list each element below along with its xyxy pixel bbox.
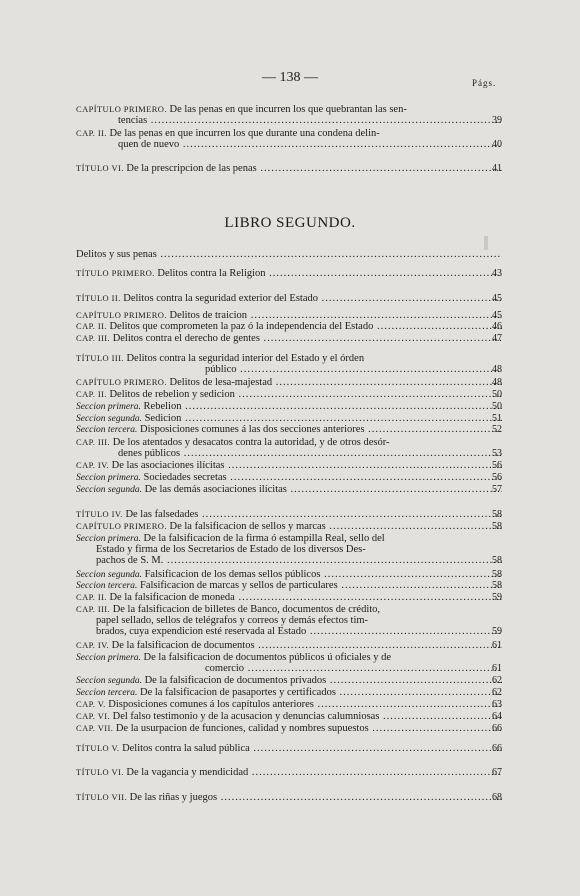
- toc-entry-label: CAP. II.: [76, 321, 107, 331]
- toc-entry-title: Delitos contra la seguridad interior del Estado y el órden: [126, 353, 365, 364]
- toc-page-number: 56: [492, 460, 502, 471]
- toc-entry-label: Seccion primera.: [76, 402, 141, 412]
- toc-entry-label: CAP. II.: [76, 592, 107, 602]
- toc-entry: [76, 472, 502, 484]
- toc-page-number: 48: [492, 364, 502, 375]
- toc-entry-label: CAPÍTULO PRIMERO.: [76, 377, 167, 387]
- toc-page-number: 52: [492, 424, 502, 435]
- toc-entry: [76, 128, 502, 139]
- toc-entry-title: Delitos contra la seguridad exterior del Estado: [123, 293, 319, 304]
- toc-entry-label: Seccion tercera.: [76, 425, 138, 435]
- toc-page-number: 58: [492, 521, 502, 532]
- toc-entry-title: De la falsificacion de sellos y marcas: [169, 521, 326, 532]
- toc-page-number: 57: [492, 484, 502, 495]
- toc-page-number: 62: [492, 675, 502, 686]
- toc-entry-title: De la prescripcion de las penas: [126, 163, 257, 174]
- toc-entry-label: CAP. III.: [76, 437, 111, 447]
- toc-entry-label: CAP. III.: [76, 604, 111, 614]
- toc-entry: [76, 675, 502, 687]
- toc-entry-continuation: [96, 626, 502, 637]
- toc-entry-label: Seccion tercera.: [76, 688, 138, 698]
- toc-entry-title: Falsificacion de los demas sellos públicos: [144, 569, 321, 580]
- toc-entry: [76, 484, 502, 496]
- toc-entry-title: Rebelion: [143, 401, 182, 412]
- toc-page-number: 46: [492, 321, 502, 332]
- toc-entry-label: Seccion primera.: [76, 534, 141, 544]
- toc-entry-title: Sociedades secretas: [143, 472, 227, 483]
- toc-entry-continuation: [205, 663, 502, 674]
- toc-entry: [76, 333, 502, 344]
- toc-entry: [76, 104, 502, 115]
- pages-column-label: Págs.: [472, 78, 497, 88]
- toc-entry: [76, 767, 502, 778]
- toc-entry-title: Disposiciones comunes á las dos secciones anteriores: [140, 424, 365, 435]
- toc-entry-label: CAP. VII.: [76, 723, 114, 733]
- toc-entry-label: Seccion segunda.: [76, 676, 142, 686]
- toc-page-number: 58: [492, 509, 502, 520]
- toc-entry-label: CAP. VI.: [76, 711, 110, 721]
- toc-entry-label: CAPÍTULO PRIMERO.: [76, 521, 167, 531]
- toc-entry-label: CAP. III.: [76, 333, 111, 343]
- toc-page-number: 58: [492, 555, 502, 566]
- toc-page-number: 66: [492, 723, 502, 734]
- toc-entry: [76, 723, 502, 734]
- toc-entry-label: CAP. II.: [76, 389, 107, 399]
- toc-entry-title: De la falsificacion de documentos públicos ú oficiales y de: [143, 652, 392, 663]
- toc-page-number: 39: [492, 115, 502, 126]
- toc-entry-title: De las riñas y juegos: [129, 792, 218, 803]
- toc-entry-title: Delitos de lesa-majestad: [169, 377, 273, 388]
- toc-entry: [76, 580, 502, 592]
- toc-entry-title: De las penas en que incurren los que durante una condena delin-: [109, 128, 380, 139]
- toc-entry: [76, 509, 502, 520]
- toc-entry-title: De la falsificacion de billetes de Banco, documentos de crédito,: [112, 604, 381, 615]
- toc-entry-title: Falsificacion de marcas y sellos de particulares: [140, 580, 338, 591]
- toc-entry-label: TÍTULO IV.: [76, 509, 123, 519]
- toc-page-number: 59: [492, 592, 502, 603]
- toc-entry-label: CAP. V.: [76, 699, 106, 709]
- toc-entry: [76, 592, 502, 603]
- toc-entry: [76, 163, 502, 174]
- toc-page-number: 61: [492, 640, 502, 651]
- toc-entry: [76, 640, 502, 651]
- toc-page-number: 50: [492, 401, 502, 412]
- toc-entry-continuation: [96, 544, 502, 555]
- page-number: — 138 —: [262, 70, 318, 85]
- toc-entry-title: De la falsificacion de moneda: [109, 592, 235, 603]
- toc-entry: [76, 460, 502, 471]
- toc-entry-title: Delitos contra el derecho de gentes: [112, 333, 260, 344]
- toc-entry-title: De la falsificacion de la firma ó estampilla Real, sello del: [143, 533, 385, 544]
- toc-entry-title: De la falsificacion de documentos: [111, 640, 255, 651]
- toc-page-number: 67: [492, 767, 502, 778]
- toc-entry-title: De las asociaciones ilícitas: [111, 460, 225, 471]
- toc-entry: [76, 792, 502, 803]
- toc-entry: [76, 377, 502, 388]
- toc-page-number: 40: [492, 139, 502, 150]
- toc-entry: [76, 437, 502, 448]
- toc-page-number: 68: [492, 792, 502, 803]
- toc-page-number: 56: [492, 472, 502, 483]
- toc-entry-title: papel sellado, sellos de telégrafos y correos y demás efectos tim-: [96, 615, 369, 626]
- toc-entry-title: público: [205, 364, 237, 375]
- toc-entry-title: De la usurpacion de funciones, calidad y nombres supuestos: [115, 723, 369, 734]
- toc-page-number: 62: [492, 687, 502, 698]
- toc-entry-continuation: [118, 448, 502, 459]
- toc-entry-title: De las penas en que incurren los que quebrantan las sen-: [169, 104, 407, 115]
- toc-page-number: 58: [492, 569, 502, 580]
- toc-entry-title: denes públicos: [118, 448, 181, 459]
- toc-entry: [76, 521, 502, 532]
- toc-entry-title: Delitos que comprometen la paz ó la independencia del Estado: [109, 321, 374, 332]
- toc-page-number: 51: [492, 413, 502, 424]
- toc-entry: [76, 687, 502, 699]
- toc-entry-title: Delitos y sus penas: [76, 249, 157, 260]
- toc-page-number: 64: [492, 711, 502, 722]
- toc-entry-title: brados, cuya expendicion esté reservada al Estado: [96, 626, 307, 637]
- toc-entry-label: TÍTULO II.: [76, 293, 121, 303]
- toc-entry-label: TÍTULO VII.: [76, 792, 127, 802]
- toc-entry-label: Seccion segunda.: [76, 570, 142, 580]
- toc-entry-title: Sedicion: [144, 413, 182, 424]
- toc-entry: [76, 353, 502, 364]
- toc-entry-title: Delitos contra la Religion: [157, 268, 266, 279]
- toc-entry-title: Delitos de rebelion y sedicion: [109, 389, 235, 400]
- toc-entry-title: comercio: [205, 663, 245, 674]
- toc-page-number: 53: [492, 448, 502, 459]
- toc-entry: [76, 424, 502, 436]
- toc-entry-label: CAP. IV.: [76, 460, 110, 470]
- margin-mark: [484, 236, 488, 250]
- book-heading: LIBRO SEGUNDO.: [224, 215, 356, 231]
- toc-entry-label: CAP. IV.: [76, 640, 110, 650]
- toc-entry-label: Seccion segunda.: [76, 414, 142, 424]
- toc-entry-continuation: [205, 364, 502, 375]
- toc-entry-continuation: [118, 139, 502, 150]
- toc-entry-label: Seccion primera.: [76, 653, 141, 663]
- toc-page-number: 48: [492, 377, 502, 388]
- toc-entry: [76, 604, 502, 615]
- toc-entry: [76, 389, 502, 400]
- toc-entry-title: De las falsedades: [125, 509, 199, 520]
- toc-entry-continuation: [96, 615, 502, 626]
- toc-entry-label: TÍTULO V.: [76, 743, 120, 753]
- toc-entry-label: TÍTULO III.: [76, 353, 124, 363]
- toc-entry-title: quen de nuevo: [118, 139, 180, 150]
- toc-entry: [76, 293, 502, 304]
- toc-entry: [76, 310, 502, 321]
- toc-entry-title: Delitos contra la salud pública: [122, 743, 250, 754]
- toc-entry-title: De los atentados y desacatos contra la autoridad, y de otros desór-: [112, 437, 390, 448]
- toc-entry-title: Del falso testimonio y de la acusacion y denuncias calumniosas: [112, 711, 380, 722]
- toc-entry-title: De la falsificacion de pasaportes y certificados: [140, 687, 336, 698]
- toc-entry-continuation: [118, 115, 502, 126]
- toc-entry-label: Seccion primera.: [76, 473, 141, 483]
- toc-entry-title: Delitos de traicion: [169, 310, 248, 321]
- toc-page-number: 66: [492, 743, 502, 754]
- toc-entry-label: CAPÍTULO PRIMERO.: [76, 104, 167, 114]
- toc-entry-title: Estado y firma de los Secretarios de Estado de los diversos Des-: [96, 544, 366, 555]
- toc-entry-continuation: [96, 555, 502, 566]
- toc-page-number: 50: [492, 389, 502, 400]
- toc-entry-label: Seccion segunda.: [76, 485, 142, 495]
- toc-page-number: 61: [492, 663, 502, 674]
- toc-entry: [76, 743, 502, 754]
- toc-entry-title: De las demás asociaciones ilícitas: [144, 484, 287, 495]
- toc-entry-title: De la vagancia y mendicidad: [126, 767, 249, 778]
- toc-entry: [76, 699, 502, 710]
- toc-entry-title: tencias: [118, 115, 148, 126]
- toc-entry: [76, 401, 502, 413]
- toc-entry-label: TÍTULO PRIMERO.: [76, 268, 155, 278]
- toc-entry-title: Disposiciones comunes á los capítulos anteriores: [108, 699, 314, 710]
- toc-page-number: 45: [492, 310, 502, 321]
- toc-entry-label: TÍTULO VI.: [76, 767, 124, 777]
- toc-page-number: 45: [492, 293, 502, 304]
- toc-entry-title: De la falsificacion de documentos privados: [144, 675, 327, 686]
- toc-entry-label: TÍTULO VI.: [76, 163, 124, 173]
- toc-page-number: 58: [492, 580, 502, 591]
- toc-entry: [76, 249, 502, 260]
- toc-page-number: 47: [492, 333, 502, 344]
- toc-page-number: 59: [492, 626, 502, 637]
- toc-entry-title: pachos de S. M.: [96, 555, 164, 566]
- toc-entry: [76, 711, 502, 722]
- toc-page-number: 41: [492, 163, 502, 174]
- toc-entry-label: CAPÍTULO PRIMERO.: [76, 310, 167, 320]
- toc-entry-label: Seccion tercera.: [76, 581, 138, 591]
- toc-entry: [76, 321, 502, 332]
- toc-page-number: 43: [492, 268, 502, 279]
- toc-entry-label: CAP. II.: [76, 128, 107, 138]
- toc-page-number: 63: [492, 699, 502, 710]
- toc-entry: [76, 268, 502, 279]
